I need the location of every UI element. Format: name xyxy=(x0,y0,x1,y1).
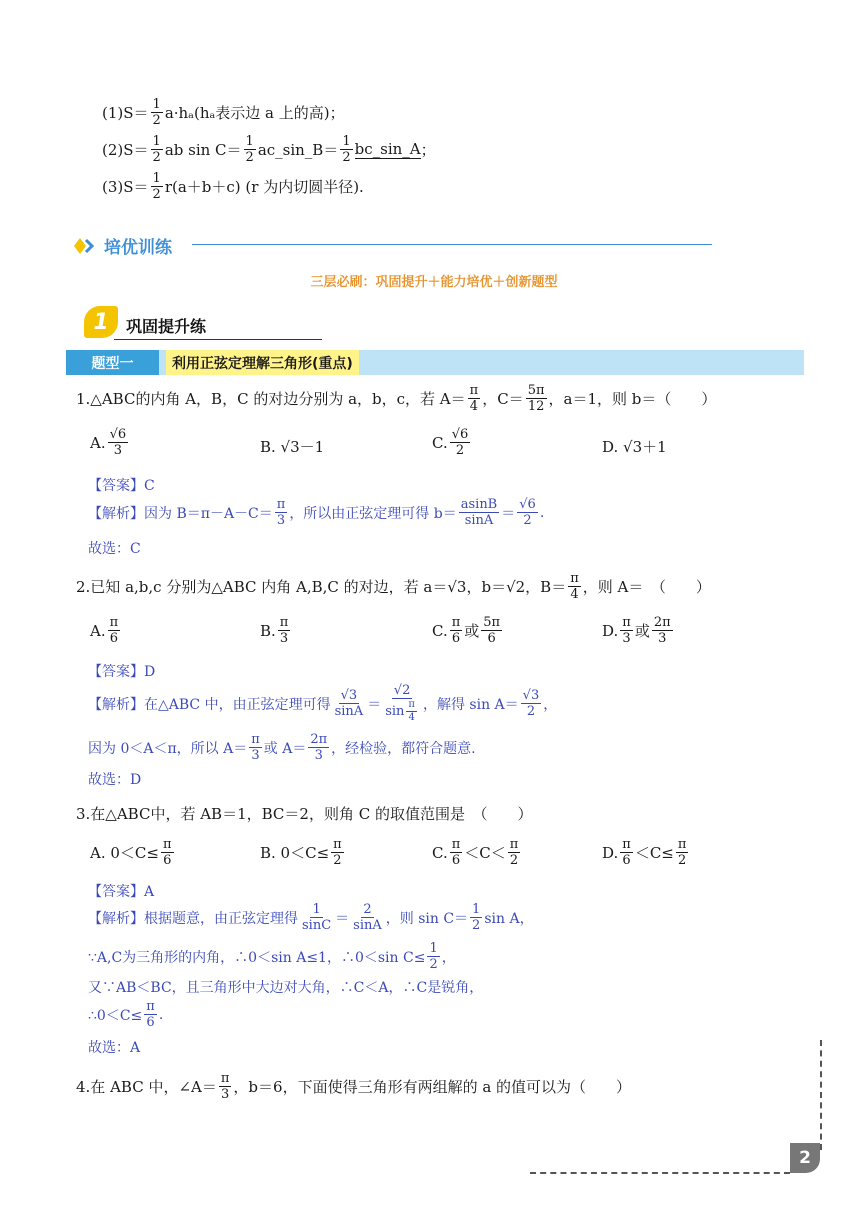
question-1-final: 故选：C xyxy=(88,541,141,557)
section-title: 培优训练 xyxy=(104,238,172,258)
diamond-arrow-icon xyxy=(74,236,98,256)
formula-2-text-2: ac_sin_B＝ xyxy=(257,141,339,159)
question-3-explanation-1: 【解析】根据题意，由正弦定理得 $\frac{1}{\sin C}$ ＝ $\frac{2}{\sin A}$ ，则 sin C＝ $\frac{1}{2}$ sin A， xyxy=(88,902,534,933)
level-number: 1 xyxy=(84,306,118,338)
formula-2-prefix: (2)S＝ xyxy=(102,141,149,159)
question-2-final: 故选：D xyxy=(88,772,142,788)
question-1-option-a[interactable]: A. $\frac{√6}{3}$ xyxy=(90,427,127,458)
question-2-option-a[interactable]: A. $\frac{\pi}{6}$ xyxy=(90,615,119,646)
section-divider xyxy=(192,244,712,245)
formula-3 xyxy=(102,172,364,201)
formula-1-text: a·hₐ(hₐ表示边 a 上的高)； xyxy=(164,104,345,122)
formula-3-fraction: $\frac{1}{2}$ xyxy=(152,171,161,202)
page-corner-horizontal-dash xyxy=(530,1172,790,1174)
section-heading xyxy=(74,233,172,258)
question-1-option-c[interactable]: C. $\frac{√6}{2}$ xyxy=(432,427,469,458)
question-3-explanation-3: 又∵AB＜BC，且三角形中大边对大角，∴C＜A，∴C是锐角， xyxy=(88,980,484,996)
question-2-explanation-2: 因为 0＜A＜π，所以 A＝ $\frac{\pi}{3}$ 或 A＝ $\frac{2\pi}{3}$ ，经检验，都符合题意. xyxy=(88,732,476,763)
level-underline xyxy=(114,339,322,340)
question-3-final: 故选：A xyxy=(88,1040,141,1056)
question-2-answer: 【答案】D xyxy=(88,664,156,680)
formula-3-prefix: (3)S＝ xyxy=(102,178,149,196)
question-2-option-b[interactable]: B. $\frac{\pi}{3}$ xyxy=(260,615,289,646)
type-bar xyxy=(66,350,804,375)
question-3-explanation-4: ∴0＜C≤ $\frac{\pi}{6}$ . xyxy=(88,999,164,1030)
formula-2-fraction-3: $\frac{1}{2}$ xyxy=(342,134,351,165)
formula-1-prefix: (1)S＝ xyxy=(102,104,149,122)
type-title: 利用正弦定理解三角形(重点) xyxy=(166,350,359,375)
question-3-answer: 【答案】A xyxy=(88,884,155,900)
question-1-option-d[interactable]: D. √3＋1 xyxy=(602,438,667,456)
question-1-answer: 【答案】C xyxy=(88,478,155,494)
formula-2-fraction-1: $\frac{1}{2}$ xyxy=(152,134,161,165)
question-1-explanation: 【解析】因为 B＝π－A－C＝ $\frac{\pi}{3}$ ，所以由正弦定理可得 b＝ $\frac{asinB}{\sin A}$ ＝ $\frac{√6}{2}$ . xyxy=(88,497,545,528)
question-4-stem: 4.在 ABC 中，∠A＝ $\frac{\pi}{3}$ ，b＝6，下面使得三角形有两组解的 a 的值可以为（ ） xyxy=(76,1071,632,1102)
page-corner-vertical-dash xyxy=(820,1040,822,1150)
question-3-option-b[interactable]: B. 0＜C≤ $\frac{\pi}{2}$ xyxy=(260,837,342,868)
formula-2-fraction-2: $\frac{1}{2}$ xyxy=(245,134,254,165)
question-3-option-c[interactable]: C. $\frac{\pi}{6}$ ＜C＜ $\frac{\pi}{2}$ xyxy=(432,837,519,868)
question-3-option-d[interactable]: D. $\frac{\pi}{6}$ ＜C≤ $\frac{\pi}{2}$ xyxy=(602,837,687,868)
question-1-stem: 1.△ABC的内角 A，B，C 的对边分别为 a，b，c，若 A＝ $\frac{\pi}{4}$ ，C＝ $\frac{5\pi}{12}$ ，a＝1，则 b＝（ ） xyxy=(76,383,717,414)
question-1-option-b[interactable]: B. √3－1 xyxy=(260,438,325,456)
question-2-explanation-1: 【解析】在△ABC 中，由正弦定理可得 $\frac{√3}{\sin A}$ ＝ √2 sin $\frac{\pi}{4}$ ，解得 sin A＝ $\frac{√3}{2}$ ， xyxy=(88,683,558,723)
section-subtitle: 三层必刷：巩固提升＋能力培优＋创新题型 xyxy=(310,275,558,290)
question-3-explanation-2: ∵A,C为三角形的内角，∴0＜sin A≤1，∴0＜sin C≤ $\frac{1}{2}$ ， xyxy=(88,941,456,972)
formula-1 xyxy=(102,98,345,127)
formula-2-end: ； xyxy=(420,141,436,159)
formula-2-text-1: ab sin C＝ xyxy=(164,141,242,159)
question-2-option-c[interactable]: C. $\frac{\pi}{6}$ 或 $\frac{5\pi}{6}$ xyxy=(432,615,501,646)
formula-2 xyxy=(102,135,436,164)
question-3-option-a[interactable]: A. 0＜C≤ $\frac{\pi}{6}$ xyxy=(90,837,172,868)
question-2-option-d[interactable]: D. $\frac{\pi}{3}$ 或 $\frac{2\pi}{3}$ xyxy=(602,615,671,646)
type-label: 题型一 xyxy=(66,350,159,375)
formula-3-text: r(a＋b＋c) (r 为内切圆半径). xyxy=(164,178,364,196)
formula-1-fraction: $\frac{1}{2}$ xyxy=(152,97,161,128)
question-2-stem: 2.已知 a,b,c 分别为△ABC 内角 A,B,C 的对边，若 a＝√3，b＝√2，B＝ $\frac{\pi}{4}$ ，则 A＝ （ ） xyxy=(76,571,711,602)
formula-2-text-3: bc_sin_A xyxy=(354,140,421,158)
page-number: 2 xyxy=(790,1143,820,1173)
level-title: 巩固提升练 xyxy=(126,317,207,336)
question-3-stem: 3.在△ABC中，若 AB＝1，BC＝2，则角 C 的取值范围是 （ ） xyxy=(76,805,533,823)
